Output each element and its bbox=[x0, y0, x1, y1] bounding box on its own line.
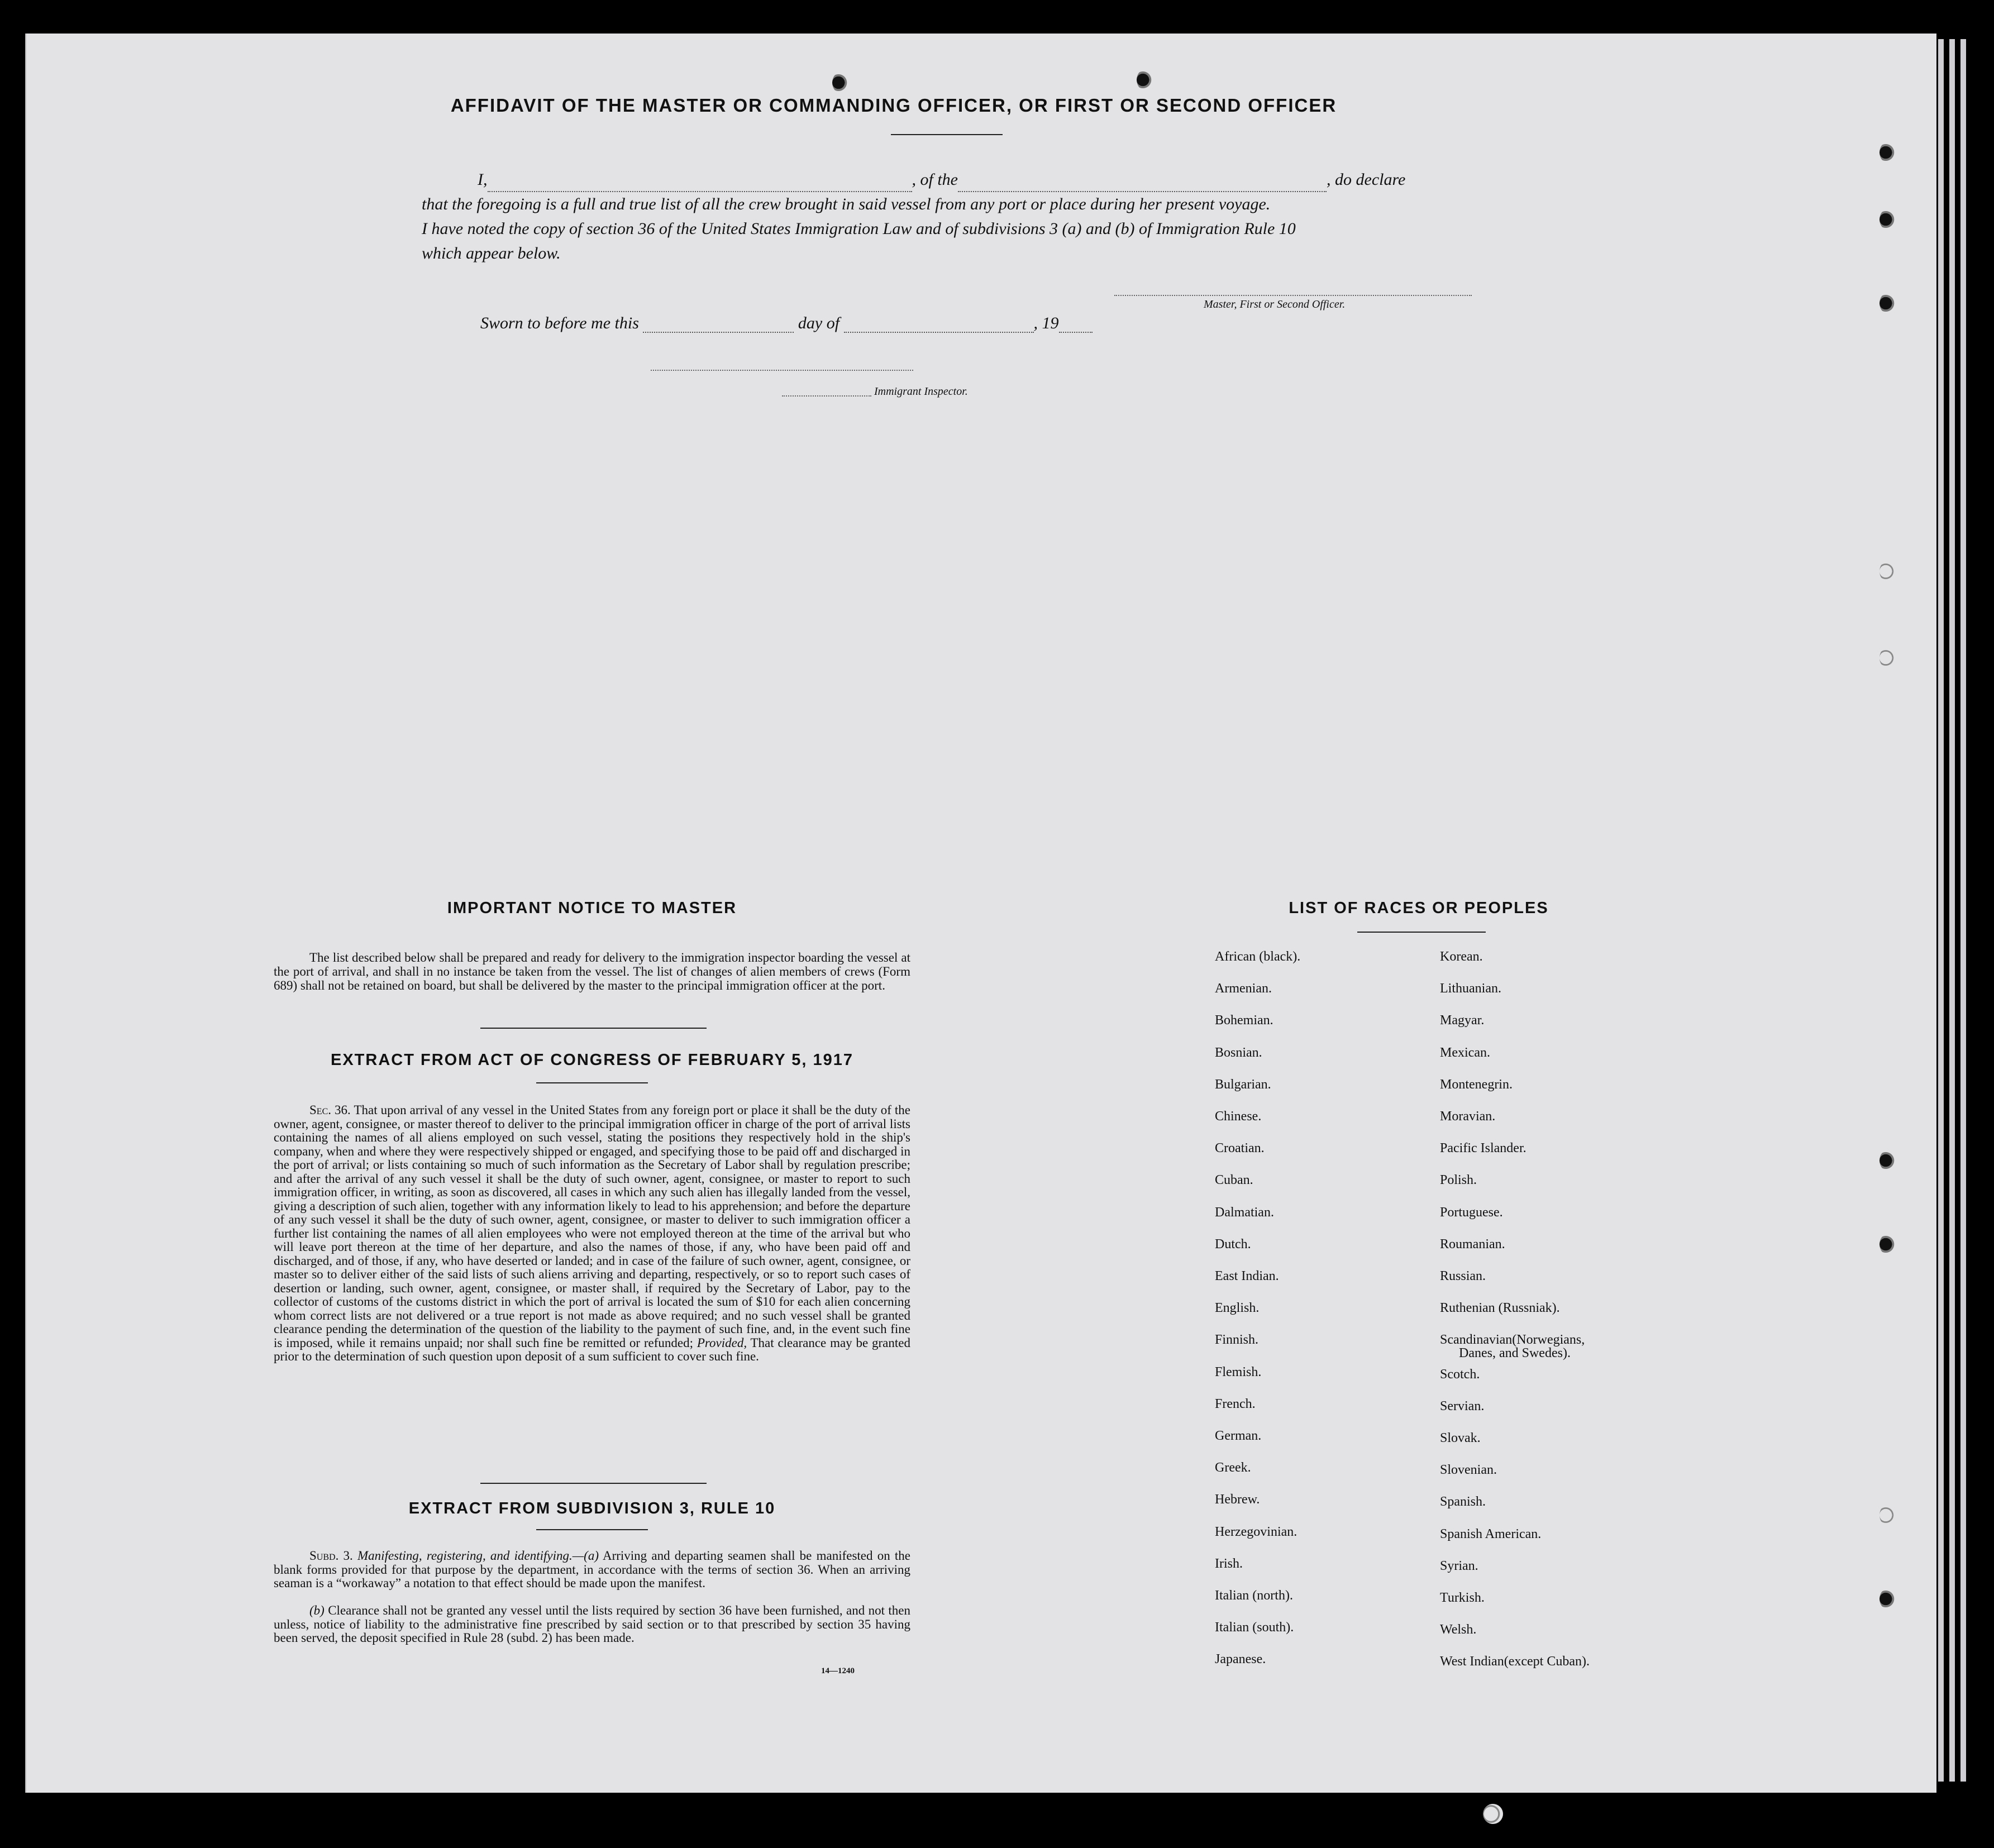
inspector-caption: Immigrant Inspector. bbox=[874, 385, 968, 398]
binder-hole-icon bbox=[1879, 561, 1895, 581]
signature-caption: Master, First or Second Officer. bbox=[1204, 298, 1346, 311]
binder-hole-icon bbox=[1483, 1804, 1503, 1824]
provided-label: Provided, bbox=[697, 1335, 747, 1350]
year-blank[interactable] bbox=[1059, 332, 1093, 333]
race-list-item: Slovak. bbox=[1440, 1431, 1481, 1445]
races-title: LIST OF RACES OR PEOPLES bbox=[1289, 899, 1549, 917]
race-list-item: Polish. bbox=[1440, 1173, 1477, 1187]
race-list-item: German. bbox=[1215, 1429, 1262, 1443]
rule-para-b bbox=[274, 1604, 910, 1645]
race-list-item: Montenegrin. bbox=[1440, 1077, 1513, 1092]
rule-para-a bbox=[274, 1549, 910, 1591]
divider bbox=[1357, 932, 1486, 933]
notice-text: The list described below shall be prepared and ready for delivery to the immigration inspector boarding the vessel at the port of arrival, and shall in no instance be taken from the vessel. The list of changes of alien members of crews (Form 689) shall not be retained on board, but shall be delivered by the master to the principal immigration officer at the port. bbox=[274, 951, 910, 992]
race-list-item: Chinese. bbox=[1215, 1109, 1262, 1124]
race-list-item: Syrian. bbox=[1440, 1559, 1478, 1573]
race-list-item: Greek. bbox=[1215, 1460, 1251, 1475]
affidavit-line-1 bbox=[422, 168, 1477, 192]
sworn-label: Sworn to before me this bbox=[480, 314, 639, 332]
subd-label: Subd. 3. bbox=[309, 1549, 353, 1563]
race-list-item: Ruthenian (Russniak). bbox=[1440, 1301, 1560, 1315]
race-list-item: Turkish. bbox=[1440, 1591, 1485, 1605]
para-a-text: Arriving and departing seamen shall be manifested on the blank forms provided for that purpose by the department, in accordance with the terms of section 36. When an arriving seaman is a “workaway” a notation to that effect should be made upon the manifest. bbox=[274, 1549, 911, 1590]
race-list-item: Italian (south). bbox=[1215, 1620, 1294, 1635]
binder-hole-icon bbox=[1879, 293, 1895, 313]
act-extract-title: EXTRACT FROM ACT OF CONGRESS OF FEBRUARY 5, 1917 bbox=[330, 1051, 854, 1069]
page-edge bbox=[1938, 39, 1944, 1782]
race-list-item: Italian (north). bbox=[1215, 1588, 1293, 1603]
race-list-item: Spanish. bbox=[1440, 1494, 1486, 1509]
divider bbox=[480, 1028, 707, 1029]
act-extract-text bbox=[274, 1104, 910, 1364]
race-list-item: Servian. bbox=[1440, 1399, 1485, 1414]
race-list-item: Hebrew. bbox=[1215, 1492, 1260, 1507]
month-blank[interactable] bbox=[844, 332, 1034, 333]
race-list-item: Flemish. bbox=[1215, 1365, 1262, 1379]
divider bbox=[536, 1529, 648, 1530]
race-list-item: Welsh. bbox=[1440, 1622, 1477, 1637]
binder-hole-icon bbox=[1879, 1589, 1895, 1609]
race-list-item: English. bbox=[1215, 1301, 1260, 1315]
race-list-item: Moravian. bbox=[1440, 1109, 1496, 1124]
race-list-item: Portuguese. bbox=[1440, 1205, 1503, 1220]
form-number: 14—1240 bbox=[821, 1666, 855, 1675]
race-list-item: Bulgarian. bbox=[1215, 1077, 1271, 1092]
binder-hole-icon bbox=[1137, 70, 1152, 90]
para-b-text: Clearance shall not be granted any vessel until the lists required by section 36 have been furnished, and not then unless, notice of liability to the administrative fine prescribed by said section or to that prescribed by section 35 having been served, the deposit specified in Rule 28 (subd. 2) has been made. bbox=[274, 1603, 911, 1645]
race-list-item: Roumanian. bbox=[1440, 1237, 1505, 1252]
section-label: Sec. 36. bbox=[309, 1103, 351, 1117]
race-list-item: Pacific Islander. bbox=[1440, 1141, 1526, 1155]
day-of-label: day of bbox=[798, 314, 840, 332]
race-list-item: Finnish. bbox=[1215, 1333, 1259, 1347]
binder-hole-icon bbox=[1879, 648, 1895, 668]
year-label: , 19 bbox=[1033, 314, 1059, 332]
divider bbox=[480, 1483, 707, 1484]
section-36-text: That upon arrival of any vessel in the United States from any foreign port or place it shall be the duty of the owner, agent, consignee, or master thereof to deliver to the principal immigration officer in charge of the port of arrival lists containing the names of all aliens employed on such vessel, stating the positions they respectively hold in the ship's company, when and where they were respectively shipped or engaged, and specifying those to be paid off and discharged in the port of arrival; or lists containing so much of such information as the Secretary of Labor shall by regulation prescribe; and after the arrival of any such vessel it shall be the duty of such owner, agent, consignee, or master to report to such immigration officer, in writing, as soon as discovered, all cases in which any such alien has illegally landed from the vessel, giving a description of such alien, together with any information likely to lead to his apprehension; and before the departure of any such vessel it shall be the duty of such owner, agent, consignee, or master to deliver to such immigration officer a further list containing the names of all alien employees who were not employed thereon at the time of the arrival but who will leave port thereon at the time of her departure, and also the names of those, if any, who have been paid off and discharged, and of those, if any, who have deserted or landed; and in case of the failure of such owner, agent, consignee, or master so to deliver either of the said lists of such aliens arriving and departing, respectively, or so to report such cases of desertion or landing, such owner, agent, consignee, or master shall, if required by the Secretary of Labor, pay to the collector of customs of the customs district in which the port of arrival is located the sum of $10 for each alien concerning whom correct lists are not delivered or a true report is not made as above required; and no such vessel shall be granted clearance pending the determination of the question of the liability to the payment of such fine, and, in the event such fine is imposed, while it remains unpaid; nor shall such fine be remitted or refunded; bbox=[274, 1103, 910, 1350]
rule-extract-title: EXTRACT FROM SUBDIVISION 3, RULE 10 bbox=[408, 1500, 776, 1517]
binder-hole-icon bbox=[1879, 1505, 1895, 1525]
divider bbox=[536, 1082, 648, 1083]
signature-line[interactable] bbox=[1114, 295, 1472, 296]
race-list-item: Scotch. bbox=[1440, 1367, 1480, 1382]
inspector-signature-line[interactable] bbox=[651, 370, 913, 371]
binder-hole-icon bbox=[1879, 1150, 1895, 1171]
b-label: (b) bbox=[309, 1603, 325, 1617]
page-edge bbox=[1949, 39, 1955, 1782]
day-blank[interactable] bbox=[643, 332, 794, 333]
race-list-item: Mexican. bbox=[1440, 1045, 1490, 1060]
race-list-item: Armenian. bbox=[1215, 981, 1272, 996]
race-list-item: Cuban. bbox=[1215, 1173, 1253, 1187]
race-list-item: West Indian(except Cuban). bbox=[1440, 1654, 1590, 1669]
race-list-item: Japanese. bbox=[1215, 1652, 1266, 1666]
race-list-item: Magyar. bbox=[1440, 1013, 1485, 1028]
affidavit-line-3: I have noted the copy of section 36 of the United States Immigration Law and of subdivisions 3 (a) and (b) of Immigration Rule 10 bbox=[422, 219, 1296, 238]
race-list-item: Bohemian. bbox=[1215, 1013, 1273, 1028]
race-list-item: Irish. bbox=[1215, 1556, 1243, 1571]
race-list-item: Herzegovinian. bbox=[1215, 1525, 1297, 1539]
race-list-item: Danes, and Swedes). bbox=[1459, 1346, 1571, 1360]
race-list-item: Scandinavian(Norwegians, bbox=[1440, 1333, 1585, 1347]
binder-hole-icon bbox=[1879, 209, 1895, 230]
i-label: I, bbox=[478, 170, 488, 189]
page-edge bbox=[1960, 39, 1966, 1782]
race-list-item: Korean. bbox=[1440, 949, 1483, 964]
race-list-item: Lithuanian. bbox=[1440, 981, 1501, 996]
race-list-item: East Indian. bbox=[1215, 1269, 1279, 1283]
binder-hole-icon bbox=[1879, 142, 1895, 163]
sworn-line bbox=[480, 314, 1093, 333]
affidavit-title: AFFIDAVIT OF THE MASTER OR COMMANDING OFFICER, OR FIRST OR SECOND OFFICER bbox=[450, 95, 1337, 116]
subd-heading: Manifesting, registering, and identifying.—(a) bbox=[357, 1549, 599, 1563]
notice-title: IMPORTANT NOTICE TO MASTER bbox=[447, 899, 737, 917]
race-list-item: Slovenian. bbox=[1440, 1463, 1497, 1477]
race-list-item: Russian. bbox=[1440, 1269, 1486, 1283]
affidavit-line-4: which appear below. bbox=[422, 244, 561, 262]
do-declare-label: , do declare bbox=[1327, 170, 1406, 189]
of-the-label: , of the bbox=[912, 170, 958, 189]
affidavit-body bbox=[422, 168, 1477, 266]
binder-hole-icon bbox=[1879, 1234, 1895, 1254]
race-list-item: Spanish American. bbox=[1440, 1527, 1542, 1541]
race-list-item: Dalmatian. bbox=[1215, 1205, 1274, 1220]
provided-text: That clearance may be granted prior to the determination of such question upon deposit of a sum sufficient to cover such fine. bbox=[274, 1335, 910, 1363]
affidavit-line-2: that the foregoing is a full and true list of all the crew brought in said vessel from any port or place during her present voyage. bbox=[422, 195, 1271, 213]
race-list-item: Croatian. bbox=[1215, 1141, 1265, 1155]
race-list-item: African (black). bbox=[1215, 949, 1301, 964]
race-list-item: French. bbox=[1215, 1397, 1256, 1411]
race-list-item: Bosnian. bbox=[1215, 1045, 1262, 1060]
inspector-dots bbox=[782, 395, 871, 397]
divider bbox=[891, 134, 1003, 135]
race-list-item: Dutch. bbox=[1215, 1237, 1251, 1252]
binder-hole-icon bbox=[832, 73, 848, 93]
